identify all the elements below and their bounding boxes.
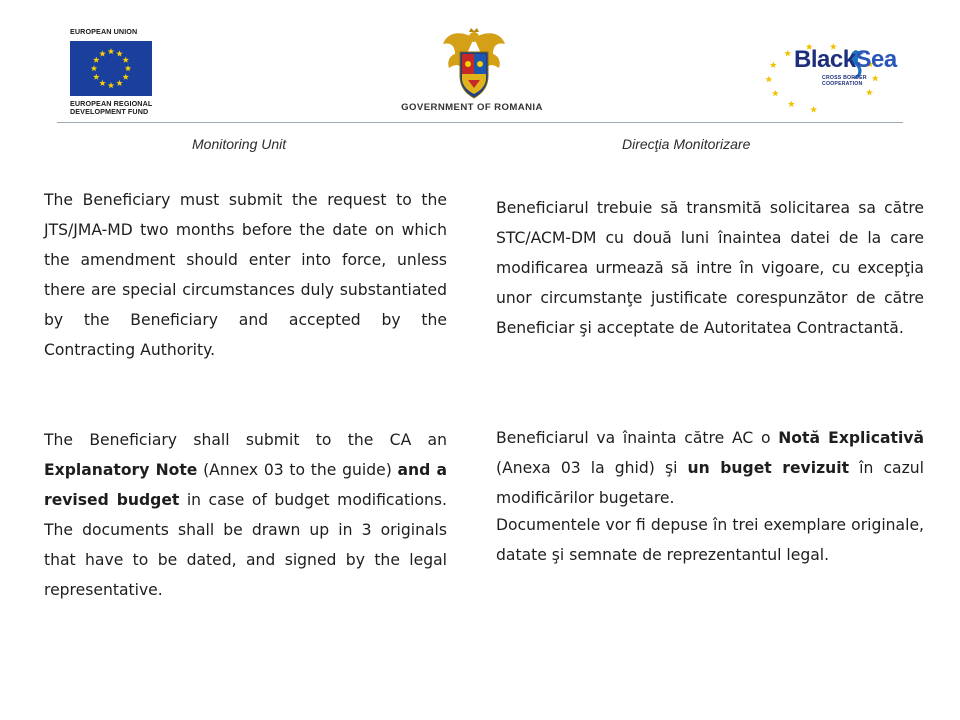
eu-logo-fund	[70, 100, 152, 116]
black-sea-star-icon	[765, 76, 772, 83]
left-paragraph-2	[44, 425, 447, 605]
left-p2-bold-explanatory-note: Explanatory Note	[44, 461, 198, 479]
black-sea-subtitle-line1: CROSS BORDER	[822, 75, 867, 81]
left-p2-bold-revised-budget: and a revised budget	[44, 461, 447, 509]
eu-logo	[68, 28, 158, 120]
black-sea-word-sea: Sea	[855, 46, 897, 73]
government-of-romania-logo	[383, 28, 561, 114]
eu-logo-fund-line1: EUROPEAN REGIONAL	[70, 99, 153, 108]
right-p2-text-2: (Anexa 03 la ghid) şi	[496, 459, 688, 477]
black-sea-star-icon	[872, 75, 879, 82]
right-paragraph-3: Documentele vor fi depuse în trei exemplare originale, datate şi semnate de reprezentantul legal.	[496, 516, 924, 564]
left-column-heading: Monitoring Unit	[192, 136, 287, 152]
black-sea-star-icon	[866, 89, 873, 96]
left-p2-text-1: The Beneficiary shall submit to the CA an	[44, 431, 447, 449]
header-divider	[57, 122, 903, 123]
government-of-romania-caption: GOVERNMENT OF ROMANIA	[401, 102, 543, 113]
black-sea-star-icon	[788, 101, 795, 108]
black-sea-star-icon	[784, 50, 791, 57]
right-p2-text-3: în cazul modificărilor bugetare.	[496, 459, 924, 507]
left-p2-text-2: (Annex 03 to the guide)	[197, 461, 398, 479]
right-p2-bold-nota-explicativa: Notă Explicativă	[778, 429, 924, 447]
black-sea-subtitle	[822, 75, 867, 87]
romania-coat-of-arms-icon	[441, 28, 507, 102]
black-sea-subtitle-line2: COOPERATION	[822, 81, 863, 88]
black-sea-word-black: Black	[794, 46, 856, 73]
black-sea-cbc-logo	[764, 42, 897, 114]
black-sea-star-icon	[772, 90, 779, 97]
eu-logo-title: EUROPEAN UNION	[70, 27, 138, 36]
eu-logo-fund-line2: DEVELOPMENT FUND	[70, 107, 149, 116]
right-p2-text-1: Beneficiarul va înainta către AC o	[496, 429, 779, 447]
right-paragraph-2	[496, 423, 924, 513]
right-column-heading: Direcţia Monitorizare	[622, 136, 751, 152]
black-sea-wordmark	[794, 46, 897, 74]
right-p2-bold-buget-revizuit: un buget revizuit	[687, 459, 850, 477]
black-sea-star-icon	[810, 106, 817, 113]
left-p2-text-3: in case of budget modifications. The documents shall be drawn up in 3 originals that have to be dated, and signed by the legal representative.	[44, 491, 447, 599]
eu-flag-icon	[70, 41, 152, 96]
black-sea-star-icon	[770, 62, 777, 69]
left-paragraph-1: The Beneficiary must submit the request to the JTS/JMA-MD two months before the date on which the amendment should enter into force, unless there are special circumstances duly substantiated by the Beneficiary and accepted by the Contracting Authority.	[44, 191, 447, 359]
right-paragraph-1: Beneficiarul trebuie să transmită solicitarea sa către STC/ACM-DM cu două luni înaintea datei de la care modificarea urmează să intre în vigoare, cu excepţia unor circumstanţe justificate corespunzător de către Beneficiar şi acceptate de Autoritatea Contractantă.	[496, 199, 924, 337]
